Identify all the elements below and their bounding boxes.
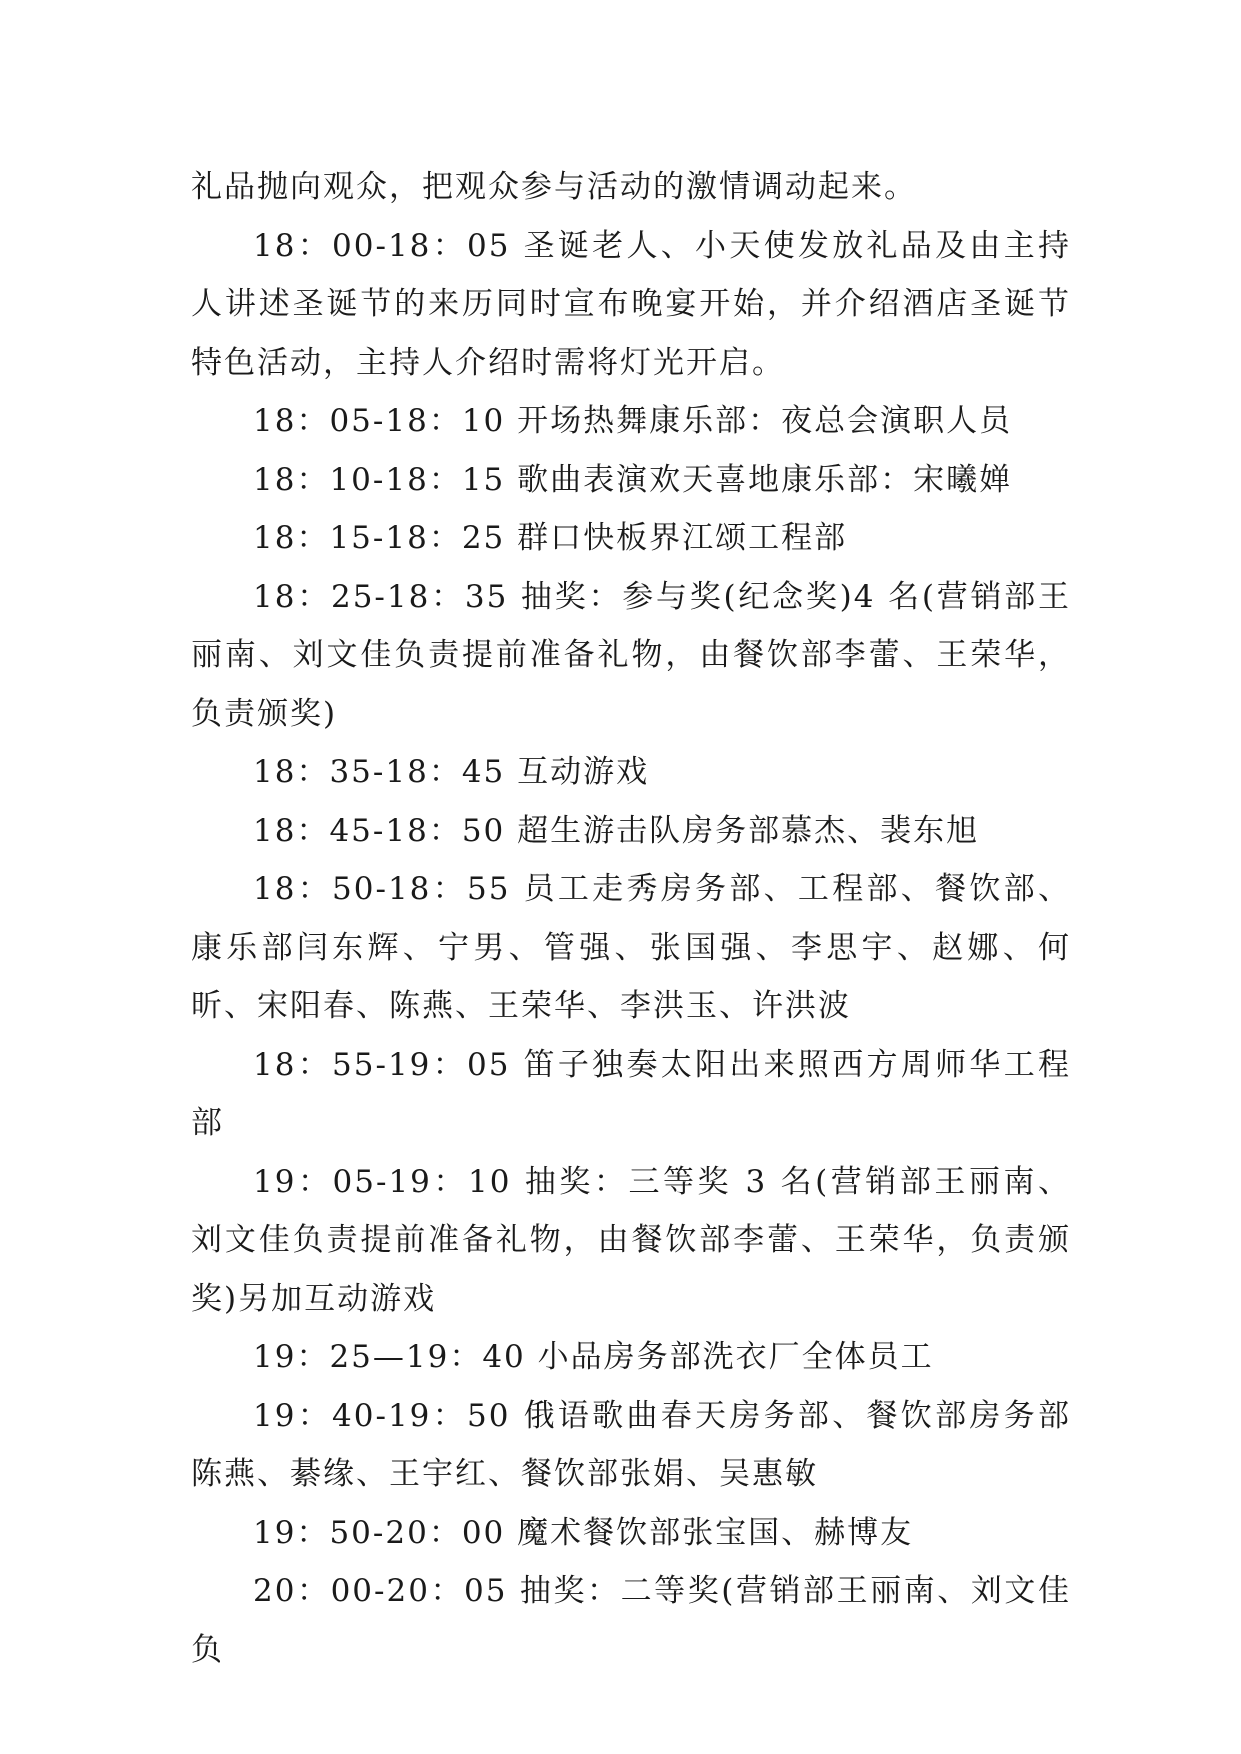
- paragraph: 18：25-18：35 抽奖：参与奖(纪念奖)4 名(营销部王丽南、刘文佳负责提前准备礼物，由餐饮部李蕾、王荣华，负责颁奖): [191, 578, 1071, 732]
- paragraph: 18：00-18：05 圣诞老人、小天使发放礼品及由主持人讲述圣诞节的来历同时宣布晚宴开始，并介绍酒店圣诞节特色活动，主持人介绍时需将灯光开启。: [191, 227, 1071, 381]
- paragraph: 18：05-18：10 开场热舞康乐部：夜总会演职人员: [253, 403, 1013, 439]
- paragraph: 18：45-18：50 超生游击队房务部慕杰、裴东旭: [253, 812, 980, 849]
- paragraph: 18：55-19：05 笛子独奏太阳出来照西方周师华工程部: [191, 1046, 1071, 1141]
- paragraph: 19：25—19：40 小品房务部洗衣厂全体员工: [253, 1339, 934, 1375]
- paragraph: 18：15-18：25 群口快板界江颂工程部: [253, 520, 848, 556]
- paragraph: 19：40-19：50 俄语歌曲春天房务部、餐饮部房务部陈燕、綦缘、王宇红、餐饮部张娟、吴惠敏: [191, 1397, 1071, 1492]
- document-body: [191, 158, 1071, 1679]
- paragraph: 19：50-20：00 魔术餐饮部张宝国、赫博友: [253, 1514, 914, 1551]
- paragraph: 18：35-18：45 互动游戏: [253, 754, 650, 790]
- paragraph: 礼品抛向观众，把观众参与活动的激情调动起来。: [191, 169, 917, 205]
- paragraph: 20：00-20：05 抽奖：二等奖(营销部王丽南、刘文佳负: [191, 1573, 1071, 1668]
- paragraph: 19：05-19：10 抽奖：三等奖 3 名(营销部王丽南、刘文佳负责提前准备礼物，由餐饮部李蕾、王荣华，负责颁奖)另加互动游戏: [191, 1163, 1071, 1317]
- paragraph: 18：10-18：15 歌曲表演欢天喜地康乐部：宋曦婵: [253, 461, 1013, 498]
- paragraph: 18：50-18：55 员工走秀房务部、工程部、餐饮部、康乐部闫东辉、宁男、管强、张国强、李思宇、赵娜、何昕、宋阳春、陈燕、王荣华、李洪玉、许洪波: [191, 871, 1071, 1024]
